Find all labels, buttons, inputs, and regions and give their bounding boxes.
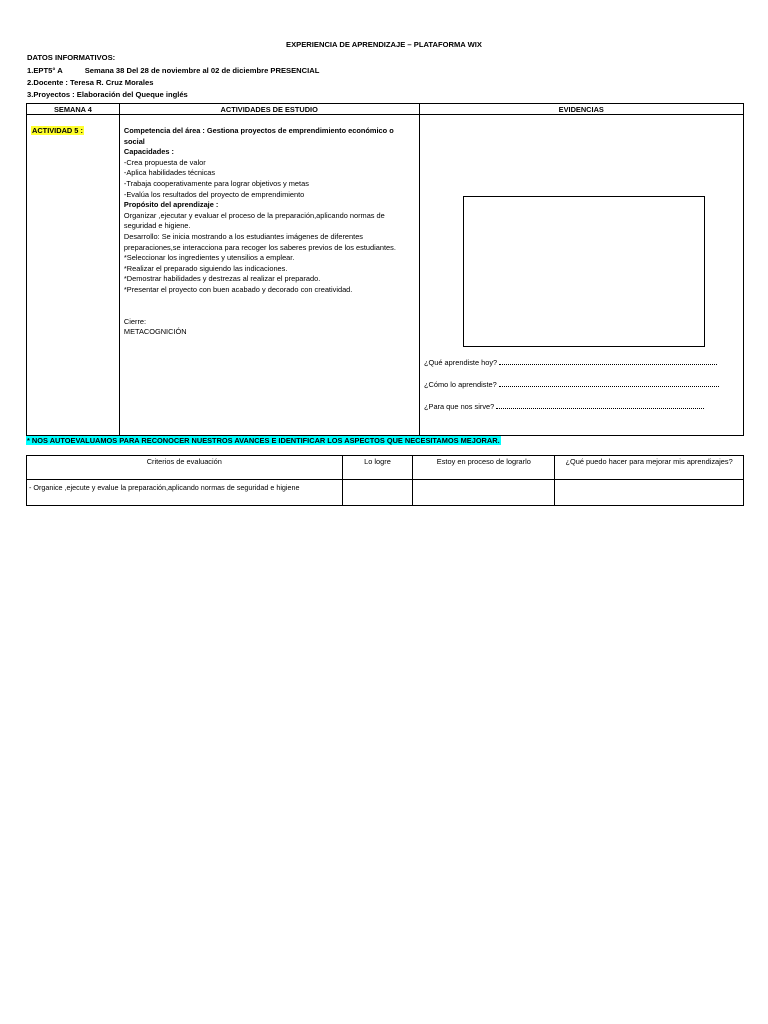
capacidad-item: -Crea propuesta de valor: [123, 157, 206, 167]
activities-content: [124, 126, 413, 338]
proposito-text: Organizar ,ejecutar y evaluar el proceso de la preparación,aplicando normas de seguridad e higiene.: [123, 210, 385, 231]
info-teacher: 2.Docente : Teresa R. Cruz Morales: [27, 78, 154, 87]
header-evidence: EVIDENCIAS: [419, 104, 744, 115]
question-row: [424, 402, 704, 411]
header-criteria: Criterios de evaluación: [27, 456, 343, 480]
question-text: ¿Cómo lo aprendiste?: [424, 380, 497, 389]
header-achieved: Lo logre: [342, 456, 413, 480]
answer-line: [499, 380, 719, 387]
metacognicion-label: METACOGNICIÓN: [123, 327, 187, 337]
step-item: *Realizar el preparado siguiendo las indicaciones.: [123, 263, 288, 273]
question-text: ¿Para que nos sirve?: [424, 402, 495, 411]
info-grade: 1.EPT5° A: [27, 66, 63, 75]
cierre-label: Cierre:: [123, 316, 147, 326]
header-in-progress: Estoy en proceso de lograrlo: [413, 456, 555, 480]
answer-line: [496, 402, 704, 409]
criteria-cell: - Organice ,ejecute y evalue la preparación,aplicando normas de seguridad e higiene: [27, 480, 343, 506]
info-week: Semana 38 Del 28 de noviembre al 02 de diciembre PRESENCIAL: [84, 66, 320, 75]
page-title: EXPERIENCIA DE APRENDIZAJE – PLATAFORMA WIX: [286, 40, 482, 49]
step-item: *Demostrar habilidades y destrezas al realizar el preparado.: [123, 274, 321, 284]
info-heading: DATOS INFORMATIVOS:: [27, 53, 116, 62]
evaluation-table-row: [27, 480, 744, 506]
header-improve: ¿Qué puedo hacer para mejorar mis aprendizajes?: [555, 456, 744, 480]
evidence-image-box: [463, 196, 705, 347]
week-cell: [27, 115, 120, 436]
answer-line: [499, 358, 717, 365]
activities-table-header: [27, 104, 744, 115]
header-week: SEMANA 4: [27, 104, 120, 115]
info-project: 3.Proyectos : Elaboración del Queque inglés: [27, 90, 188, 99]
evaluation-table: [26, 455, 744, 506]
achieved-cell[interactable]: [342, 480, 413, 506]
in-progress-cell[interactable]: [413, 480, 555, 506]
question-row: [424, 380, 719, 389]
step-item: *Seleccionar los ingredientes y utensilios a emplear.: [123, 253, 295, 263]
capacidad-item: -Aplica habilidades técnicas: [123, 168, 216, 178]
capacidad-item: -Evalúa los resultados del proyecto de emprendimiento: [123, 189, 305, 199]
activity-label: ACTIVIDAD 5 :: [32, 126, 83, 135]
step-item: *Presentar el proyecto con buen acabado y decorado con creatividad.: [123, 284, 353, 294]
evaluation-table-header: [27, 456, 744, 480]
improve-cell[interactable]: [555, 480, 744, 506]
info-line-1: [27, 66, 319, 76]
capacidades-title: Capacidades :: [123, 147, 175, 157]
self-evaluation-banner: * NOS AUTOEVALUAMOS PARA RECONOCER NUESTROS AVANCES E IDENTIFICAR LOS ASPECTOS QUE NECESITAMOS MEJORAR.: [27, 436, 500, 445]
question-row: [424, 358, 717, 367]
activities-cell: [119, 115, 419, 436]
proposito-title: Propósito del aprendizaje :: [123, 200, 219, 210]
header-activities: ACTIVIDADES DE ESTUDIO: [119, 104, 419, 115]
desarrollo-text: Desarrollo: Se inicia mostrando a los estudiantes imágenes de diferentes preparaciones,se interacciona para recoger los saberes previos de los estudiantes.: [123, 231, 396, 252]
competencia-text: Competencia del área : Gestiona proyectos de emprendimiento económico o social: [123, 126, 394, 146]
question-text: ¿Qué aprendiste hoy?: [424, 358, 498, 367]
capacidad-item: -Trabaja cooperativamente para lograr objetivos y metas: [123, 178, 309, 188]
